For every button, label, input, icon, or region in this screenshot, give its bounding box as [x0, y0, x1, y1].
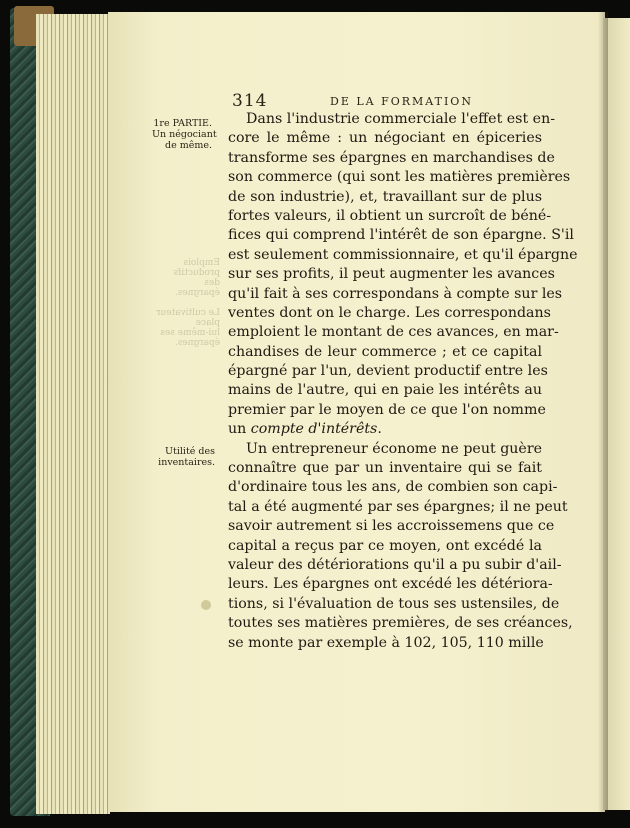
sidenote-line: Utilité des: [165, 446, 215, 457]
text-line: Un entrepreneur économe ne peut guère: [246, 440, 542, 457]
text-line: connaître que par un inventaire qui se fait: [228, 460, 542, 477]
bleed-line: place: [195, 318, 220, 328]
body-text: [228, 110, 578, 653]
text-line: emploient le montant de ces avances, en mar-: [228, 324, 559, 341]
text-line: se monte par exemple à 102, 105, 110 mille: [228, 634, 544, 651]
text-line: Dans l'industrie commerciale l'effet est en-: [246, 111, 555, 127]
gutter-shadow: [598, 12, 608, 812]
final-prefix: un: [228, 421, 251, 438]
text-line: fices qui comprend l'intérêt de son épargne. S'il: [228, 227, 574, 244]
bleed-line: épargnes.: [174, 338, 220, 348]
bleed-line: des: [204, 278, 220, 288]
text-line: est seulement commissionnaire, et qu'il épargne: [228, 246, 578, 263]
text-line: tions, si l'évaluation de tous ses ustensiles, de: [228, 595, 560, 612]
bleed-line: Emplois: [183, 258, 220, 268]
text-line-final: [228, 420, 542, 439]
text-line: son commerce (qui sont les matières premières: [228, 169, 571, 186]
bleed-line: productifs: [173, 268, 220, 278]
text-line: d'ordinaire tous les ans, de combien son capi-: [228, 479, 558, 496]
sidenote-part-label: 1re PARTIE.: [153, 118, 212, 129]
text-line: épargné par l'un, devient productif entre les: [228, 363, 548, 380]
text-line: qu'il fait à ses correspondans à compte sur les: [228, 285, 563, 302]
text-line: transforme ses épargnes en marchandises de: [228, 149, 555, 166]
text-line: core le même : un négociant en épiceries: [228, 130, 542, 147]
final-suffix: .: [377, 421, 382, 438]
bleed-line: Le cultivateur: [156, 308, 220, 318]
paragraph-inventories: [228, 440, 573, 653]
text-line: savoir autrement si les accroissemens que ce: [228, 518, 555, 535]
text-line: fortes valeurs, il obtient un surcroît de béné-: [228, 207, 552, 224]
bleed-line: épargnes.: [174, 288, 220, 298]
text-line: capital a reçus par ce moyen, ont excédé la: [228, 537, 542, 554]
text-line: tal a été augmenté par ses épargnes; il ne peut: [228, 498, 568, 515]
sidenote-inventories: [155, 446, 215, 468]
text-line: sur ses profits, il peut augmenter les avances: [228, 266, 555, 283]
bleed-through-note: [150, 308, 220, 348]
text-line: leurs. Les épargnes ont excédé les détériora-: [228, 576, 553, 593]
text-line: toutes ses matières premières, de ses créances,: [228, 615, 573, 632]
page-number: 314: [232, 91, 268, 111]
page-edges: [36, 14, 110, 814]
paragraph-commerce: [228, 110, 578, 440]
bleed-line: lui-même ses: [160, 328, 220, 338]
text-line: chandises de leur commerce ; et ce capital: [228, 343, 542, 360]
text-line: ventes dont on le charge. Les correspondans: [228, 304, 551, 321]
sidenote-line: de même.: [164, 140, 212, 151]
sidenote-line: inventaires.: [158, 457, 215, 468]
running-title: DE LA FORMATION: [330, 95, 473, 108]
text-line: premier par le moyen de ce que l'on nomme: [228, 401, 546, 418]
text-line: valeur des détériorations qu'il a pu subir d'ail-: [228, 556, 562, 573]
sidenote-merchant: [152, 118, 217, 151]
sidenote-line: Un négociant: [152, 129, 217, 140]
text-line: de son industrie), et, travaillant sur de plus: [228, 188, 542, 205]
term-compte-d-interets: compte d'intérêts: [250, 421, 378, 438]
bleed-through-note: [150, 258, 220, 298]
paper-stain: [201, 600, 211, 610]
text-line: mains de l'autre, qui en paie les intérêts au: [228, 382, 542, 399]
